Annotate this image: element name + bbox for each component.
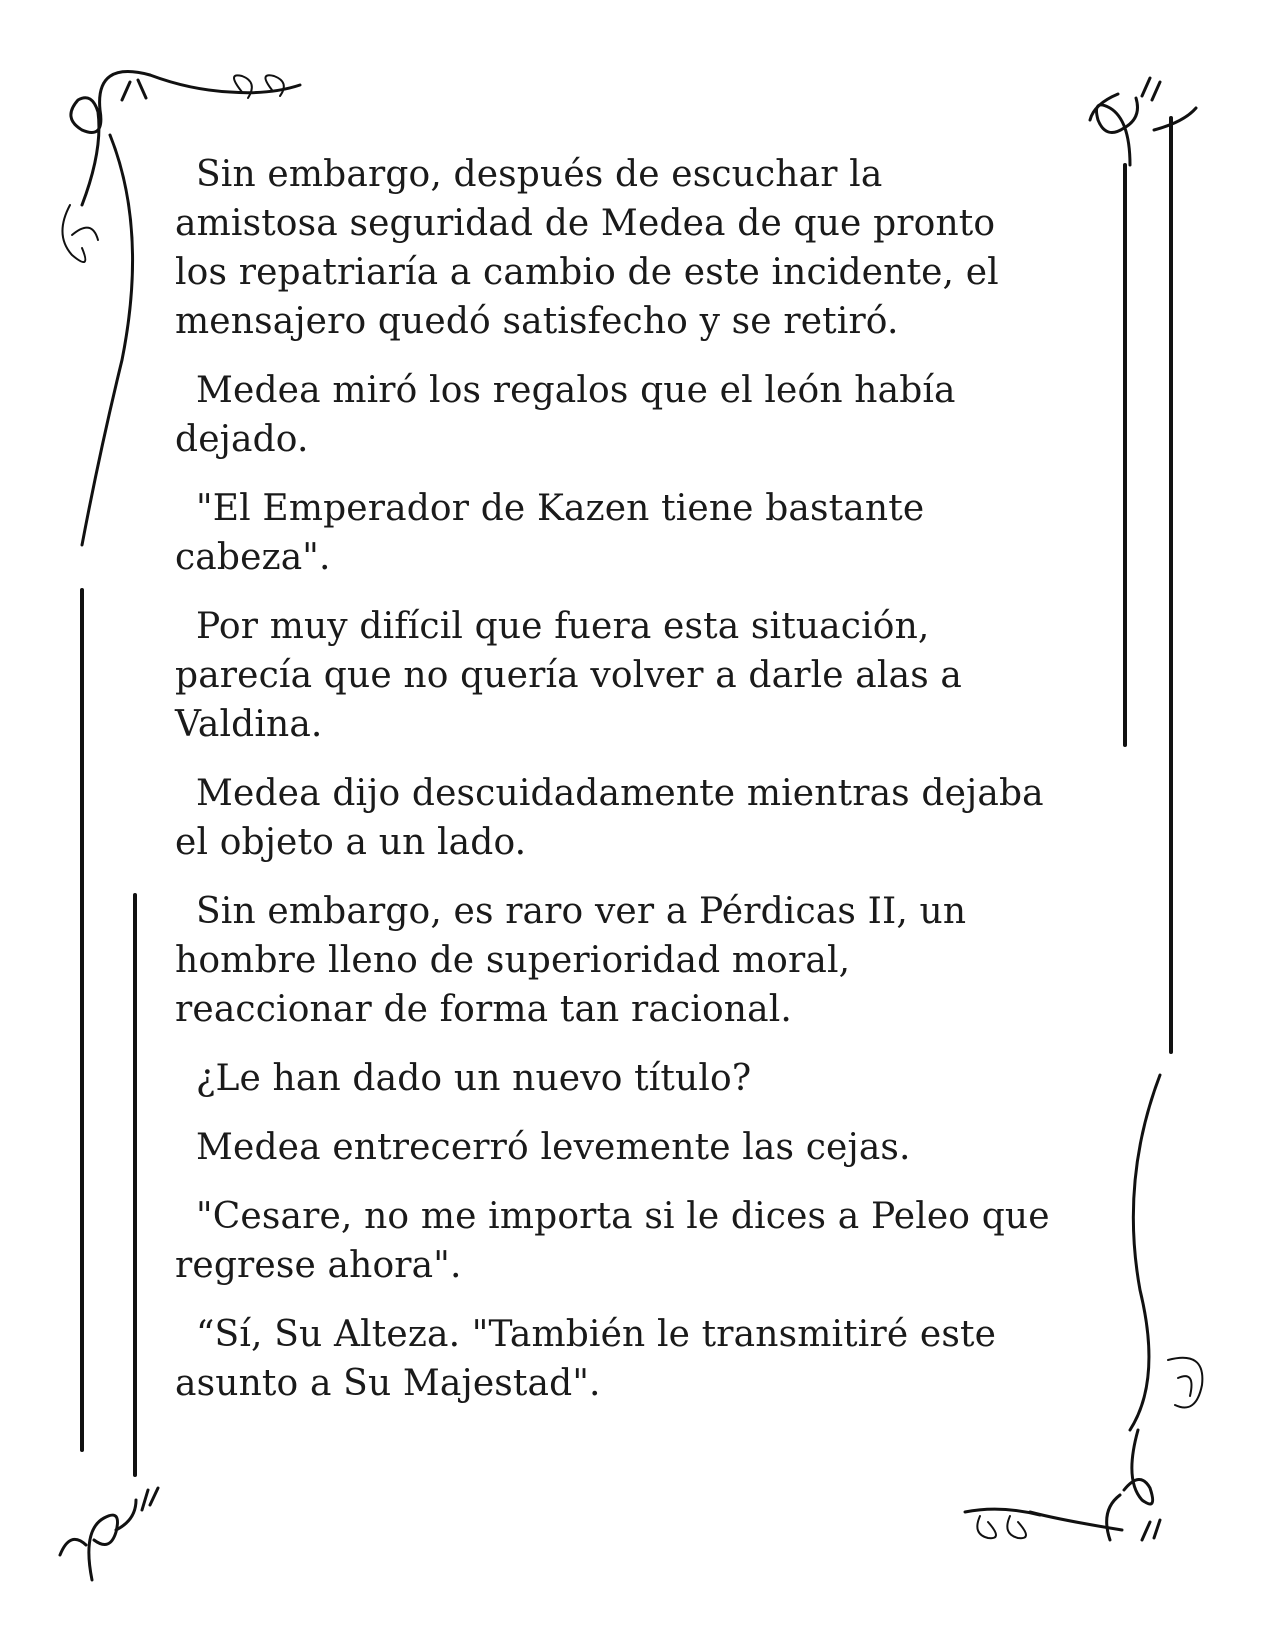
text-line: asunto a Su Majestad". (175, 1363, 601, 1404)
text-line: reaccionar de forma tan racional. (175, 989, 792, 1030)
text-line: Medea entrecerró levemente las cejas. (196, 1127, 911, 1168)
text-line: "Cesare, no me importa si le dices a Peleo que (196, 1196, 1050, 1237)
text-line: cabeza". (175, 537, 331, 578)
text-line: amistosa seguridad de Medea de que pronto (175, 203, 996, 244)
text-line: Sin embargo, después de escuchar la (196, 154, 883, 195)
paragraph (175, 1192, 1085, 1290)
text-line: “Sí, Su Alteza. "También le transmitiré este (196, 1314, 997, 1355)
paragraph (175, 150, 1085, 346)
text-line: Medea dijo descuidadamente mientras dejaba (196, 773, 1044, 814)
story-text (175, 150, 1085, 1428)
text-line: mensajero quedó satisfecho y se retiró. (175, 301, 899, 342)
paragraph (175, 366, 1085, 464)
paragraph (175, 484, 1085, 582)
text-line: Valdina. (175, 704, 323, 745)
text-line: dejado. (175, 419, 309, 460)
paragraph (175, 887, 1085, 1034)
text-line: Por muy difícil que fuera esta situación, (196, 606, 930, 647)
bottom-left-flourish-icon (60, 1488, 158, 1580)
text-line: los repatriaría a cambio de este incidente, el (175, 252, 999, 293)
top-right-flourish-icon (1090, 78, 1196, 165)
text-line: el objeto a un lado. (175, 822, 527, 863)
text-line: Medea miró los regalos que el león había (196, 370, 956, 411)
paragraph (175, 602, 1085, 749)
paragraph (175, 1123, 1085, 1172)
text-line: "El Emperador de Kazen tiene bastante (196, 488, 925, 529)
text-line: regrese ahora". (175, 1245, 462, 1286)
text-line: ¿Le han dado un nuevo título? (196, 1058, 752, 1099)
text-line: hombre lleno de superioridad moral, (175, 940, 851, 981)
paragraph (175, 769, 1085, 867)
text-line: Sin embargo, es raro ver a Pérdicas II, un (196, 891, 967, 932)
paragraph (175, 1054, 1085, 1103)
paragraph (175, 1310, 1085, 1408)
text-line: parecía que no quería volver a darle alas a (175, 655, 963, 696)
